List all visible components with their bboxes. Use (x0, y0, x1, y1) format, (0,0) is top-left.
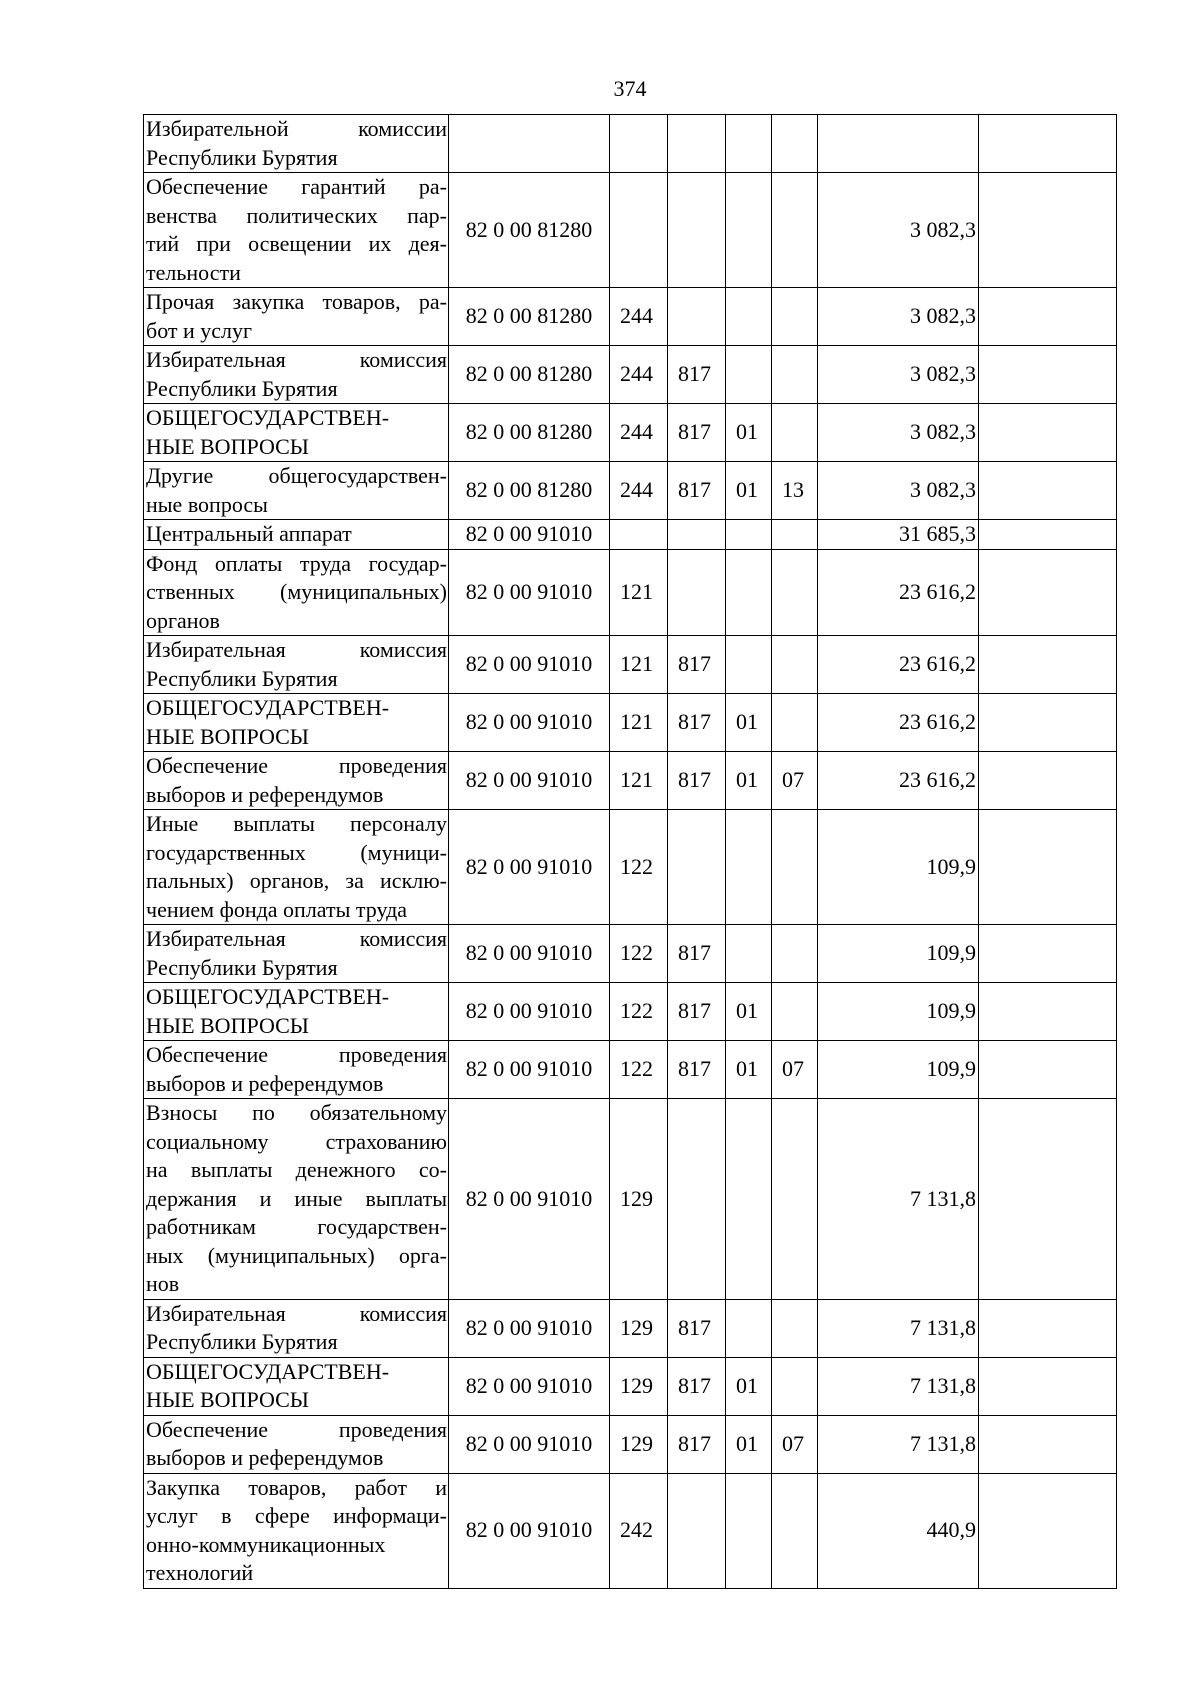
item-name-cell (144, 810, 449, 925)
item-name-cell (144, 694, 449, 752)
table-row (144, 1099, 1117, 1300)
amount-cell (818, 115, 979, 173)
item-name-line: НЫЕ ВОПРОСЫ (146, 723, 309, 749)
amount-cell: 31 685,3 (818, 520, 979, 550)
target-article-cell: 82 0 00 91010 (449, 549, 610, 636)
department-cell: 817 (668, 925, 726, 983)
target-article-cell: 82 0 00 91010 (449, 1299, 610, 1357)
amount-cell: 23 616,2 (818, 694, 979, 752)
item-name-line: нов (146, 1271, 180, 1296)
target-article-cell: 82 0 00 81280 (449, 173, 610, 288)
page-number: 374 (613, 76, 647, 101)
item-name-line: ОБЩЕГОСУДАРСТВЕН- (146, 695, 390, 720)
item-name-cell (144, 925, 449, 983)
extra-cell (979, 1099, 1117, 1300)
item-name-line: Обеспечение проведения (146, 1416, 447, 1442)
extra-cell (979, 752, 1117, 810)
item-name-line: Избирательная комиссия (146, 1300, 447, 1326)
target-article-cell: 82 0 00 91010 (449, 636, 610, 694)
target-article-cell: 82 0 00 91010 (449, 1415, 610, 1473)
extra-cell (979, 1357, 1117, 1415)
table-row (144, 1299, 1117, 1357)
expense-type-cell (610, 115, 668, 173)
department-cell: 817 (668, 1041, 726, 1099)
subsection-cell: 13 (772, 462, 818, 520)
item-name-line: органов (146, 607, 220, 633)
extra-cell (979, 810, 1117, 925)
subsection-cell (772, 810, 818, 925)
table-row (144, 520, 1117, 550)
item-name-cell (144, 115, 449, 173)
section-cell (726, 173, 772, 288)
amount-cell: 440,9 (818, 1473, 979, 1588)
item-name-line: онно-коммуникационных (146, 1531, 386, 1557)
table-row (144, 1473, 1117, 1588)
section-cell (726, 925, 772, 983)
item-name-line: Республики Бурятия (146, 144, 338, 170)
target-article-cell: 82 0 00 91010 (449, 694, 610, 752)
item-name-cell (144, 752, 449, 810)
item-name-cell (144, 1415, 449, 1473)
section-cell: 01 (726, 983, 772, 1041)
section-cell: 01 (726, 404, 772, 462)
item-name-line: пальных) органов, за исклю- (146, 868, 447, 893)
extra-cell (979, 549, 1117, 636)
table-row (144, 288, 1117, 346)
table-row (144, 752, 1117, 810)
amount-cell: 3 082,3 (818, 288, 979, 346)
item-name-line: социальному страхованию (146, 1128, 447, 1154)
item-name-cell (144, 404, 449, 462)
extra-cell (979, 404, 1117, 462)
item-name-line: Прочая закупка товаров, ра- (146, 289, 447, 314)
item-name-line: Другие общегосударствен- (146, 463, 447, 488)
section-cell (726, 520, 772, 550)
item-name-line: Республики Бурятия (146, 375, 338, 401)
item-name-line: Центральный аппарат (146, 521, 352, 546)
target-article-cell: 82 0 00 91010 (449, 752, 610, 810)
department-cell: 817 (668, 462, 726, 520)
extra-cell (979, 1415, 1117, 1473)
target-article-cell: 82 0 00 81280 (449, 288, 610, 346)
item-name-line: технологий (146, 1560, 254, 1585)
section-cell (726, 346, 772, 404)
target-article-cell: 82 0 00 91010 (449, 1041, 610, 1099)
table-row (144, 346, 1117, 404)
item-name-line: Фонд оплаты труда государ- (146, 550, 447, 576)
subsection-cell (772, 346, 818, 404)
expense-type-cell: 121 (610, 549, 668, 636)
department-cell (668, 520, 726, 550)
item-name-line: Иные выплаты персоналу (146, 811, 447, 836)
subsection-cell (772, 636, 818, 694)
item-name-line: выборов и референдумов (146, 1445, 384, 1470)
item-name-cell (144, 1041, 449, 1099)
budget-table (143, 114, 1117, 1589)
section-cell: 01 (726, 752, 772, 810)
item-name-line: Избирательная комиссия (146, 926, 447, 951)
department-cell (668, 1099, 726, 1300)
expense-type-cell: 122 (610, 810, 668, 925)
expense-type-cell: 122 (610, 925, 668, 983)
amount-cell: 109,9 (818, 810, 979, 925)
section-cell: 01 (726, 1357, 772, 1415)
expense-type-cell: 244 (610, 404, 668, 462)
department-cell (668, 173, 726, 288)
item-name-line: НЫЕ ВОПРОСЫ (146, 1387, 309, 1412)
item-name-cell (144, 1099, 449, 1300)
section-cell (726, 810, 772, 925)
expense-type-cell: 129 (610, 1299, 668, 1357)
target-article-cell: 82 0 00 91010 (449, 1099, 610, 1300)
item-name-line: ные вопросы (146, 491, 268, 517)
item-name-cell (144, 983, 449, 1041)
department-cell (668, 810, 726, 925)
expense-type-cell: 244 (610, 462, 668, 520)
section-cell (726, 1299, 772, 1357)
item-name-line: Обеспечение гарантий ра- (146, 174, 447, 199)
item-name-line: НЫЕ ВОПРОСЫ (146, 1012, 309, 1038)
table-row (144, 549, 1117, 636)
expense-type-cell: 129 (610, 1415, 668, 1473)
item-name-line: ственных (муниципальных) (146, 579, 447, 604)
item-name-line: ОБЩЕГОСУДАРСТВЕН- (146, 1358, 390, 1384)
department-cell: 817 (668, 752, 726, 810)
item-name-line: Избирательная комиссия (146, 637, 447, 662)
item-name-line: ОБЩЕГОСУДАРСТВЕН- (146, 405, 390, 430)
expense-type-cell: 242 (610, 1473, 668, 1588)
item-name-cell (144, 346, 449, 404)
target-article-cell (449, 115, 610, 173)
section-cell (726, 288, 772, 346)
extra-cell (979, 288, 1117, 346)
item-name-cell (144, 1357, 449, 1415)
extra-cell (979, 1041, 1117, 1099)
extra-cell (979, 173, 1117, 288)
table-row (144, 404, 1117, 462)
item-name-cell (144, 1473, 449, 1588)
section-cell (726, 115, 772, 173)
item-name-cell (144, 549, 449, 636)
item-name-line: венства политических пар- (146, 202, 447, 228)
amount-cell: 3 082,3 (818, 462, 979, 520)
item-name-line: Республики Бурятия (146, 954, 338, 980)
amount-cell: 23 616,2 (818, 549, 979, 636)
subsection-cell (772, 983, 818, 1041)
expense-type-cell (610, 520, 668, 550)
extra-cell (979, 462, 1117, 520)
amount-cell: 109,9 (818, 1041, 979, 1099)
table-row (144, 115, 1117, 173)
subsection-cell (772, 549, 818, 636)
item-name-line: Республики Бурятия (146, 1329, 338, 1354)
expense-type-cell: 122 (610, 983, 668, 1041)
subsection-cell (772, 404, 818, 462)
expense-type-cell: 121 (610, 636, 668, 694)
subsection-cell (772, 115, 818, 173)
item-name-line: услуг в сфере информаци- (146, 1503, 447, 1528)
table-row (144, 636, 1117, 694)
extra-cell (979, 1473, 1117, 1588)
item-name-line: держания и иные выплаты (146, 1185, 447, 1211)
expense-type-cell: 129 (610, 1357, 668, 1415)
amount-cell: 3 082,3 (818, 173, 979, 288)
amount-cell: 23 616,2 (818, 752, 979, 810)
amount-cell: 7 131,8 (818, 1299, 979, 1357)
item-name-cell (144, 1299, 449, 1357)
item-name-cell (144, 288, 449, 346)
item-name-line: тельности (146, 259, 241, 285)
subsection-cell (772, 1099, 818, 1300)
table-row (144, 1357, 1117, 1415)
item-name-line: ных (муниципальных) орга- (146, 1242, 447, 1268)
target-article-cell: 82 0 00 91010 (449, 810, 610, 925)
subsection-cell (772, 694, 818, 752)
subsection-cell (772, 1357, 818, 1415)
section-cell (726, 1473, 772, 1588)
extra-cell (979, 520, 1117, 550)
section-cell: 01 (726, 1041, 772, 1099)
table-row (144, 1041, 1117, 1099)
item-name-line: Избирательная комиссия (146, 347, 447, 372)
item-name-line: чением фонда оплаты труда (146, 896, 408, 922)
item-name-cell (144, 173, 449, 288)
target-article-cell: 82 0 00 81280 (449, 404, 610, 462)
item-name-line: государственных (муници- (146, 839, 447, 865)
item-name-line: бот и услуг (146, 317, 253, 343)
expense-type-cell: 122 (610, 1041, 668, 1099)
table-row (144, 462, 1117, 520)
table-row (144, 694, 1117, 752)
department-cell: 817 (668, 404, 726, 462)
department-cell: 817 (668, 694, 726, 752)
amount-cell: 3 082,3 (818, 346, 979, 404)
table-row (144, 983, 1117, 1041)
extra-cell (979, 636, 1117, 694)
item-name-line: выборов и референдумов (146, 781, 384, 807)
table-row (144, 925, 1117, 983)
item-name-line: выборов и референдумов (146, 1070, 384, 1096)
extra-cell (979, 983, 1117, 1041)
section-cell: 01 (726, 694, 772, 752)
table-row (144, 173, 1117, 288)
target-article-cell: 82 0 00 91010 (449, 1357, 610, 1415)
target-article-cell: 82 0 00 91010 (449, 925, 610, 983)
section-cell (726, 1099, 772, 1300)
item-name-cell (144, 520, 449, 550)
department-cell: 817 (668, 346, 726, 404)
subsection-cell (772, 1299, 818, 1357)
subsection-cell (772, 520, 818, 550)
subsection-cell (772, 925, 818, 983)
item-name-line: НЫЕ ВОПРОСЫ (146, 433, 309, 459)
table-row (144, 1415, 1117, 1473)
amount-cell: 109,9 (818, 983, 979, 1041)
subsection-cell (772, 1473, 818, 1588)
department-cell (668, 549, 726, 636)
expense-type-cell: 244 (610, 288, 668, 346)
amount-cell: 7 131,8 (818, 1415, 979, 1473)
item-name-line: Взносы по обязательному (146, 1100, 447, 1125)
expense-type-cell (610, 173, 668, 288)
item-name-cell (144, 636, 449, 694)
subsection-cell (772, 288, 818, 346)
section-cell: 01 (726, 462, 772, 520)
item-name-line: Избирательной комиссии (146, 116, 447, 141)
extra-cell (979, 1299, 1117, 1357)
item-name-cell (144, 462, 449, 520)
department-cell: 817 (668, 1415, 726, 1473)
expense-type-cell: 121 (610, 752, 668, 810)
subsection-cell (772, 173, 818, 288)
department-cell (668, 1473, 726, 1588)
amount-cell: 23 616,2 (818, 636, 979, 694)
item-name-line: ОБЩЕГОСУДАРСТВЕН- (146, 984, 390, 1009)
extra-cell (979, 115, 1117, 173)
section-cell (726, 636, 772, 694)
target-article-cell: 82 0 00 91010 (449, 520, 610, 550)
department-cell (668, 288, 726, 346)
expense-type-cell: 244 (610, 346, 668, 404)
target-article-cell: 82 0 00 91010 (449, 1473, 610, 1588)
target-article-cell: 82 0 00 81280 (449, 462, 610, 520)
department-cell: 817 (668, 636, 726, 694)
item-name-line: Закупка товаров, работ и (146, 1474, 447, 1500)
department-cell (668, 115, 726, 173)
target-article-cell: 82 0 00 91010 (449, 983, 610, 1041)
section-cell (726, 549, 772, 636)
amount-cell: 7 131,8 (818, 1099, 979, 1300)
subsection-cell: 07 (772, 1415, 818, 1473)
extra-cell (979, 694, 1117, 752)
item-name-line: на выплаты денежного со- (146, 1157, 447, 1182)
table-row (144, 810, 1117, 925)
amount-cell: 3 082,3 (818, 404, 979, 462)
extra-cell (979, 346, 1117, 404)
expense-type-cell: 129 (610, 1099, 668, 1300)
subsection-cell: 07 (772, 752, 818, 810)
item-name-line: работникам государствен- (146, 1214, 447, 1239)
item-name-line: Обеспечение проведения (146, 753, 447, 778)
department-cell: 817 (668, 983, 726, 1041)
subsection-cell: 07 (772, 1041, 818, 1099)
budget-table-body (144, 115, 1117, 1589)
item-name-line: Республики Бурятия (146, 665, 338, 691)
amount-cell: 7 131,8 (818, 1357, 979, 1415)
amount-cell: 109,9 (818, 925, 979, 983)
section-cell: 01 (726, 1415, 772, 1473)
target-article-cell: 82 0 00 81280 (449, 346, 610, 404)
item-name-line: Обеспечение проведения (146, 1042, 447, 1067)
department-cell: 817 (668, 1299, 726, 1357)
department-cell: 817 (668, 1357, 726, 1415)
item-name-line: тий при освещении их дея- (146, 231, 447, 256)
expense-type-cell: 121 (610, 694, 668, 752)
extra-cell (979, 925, 1117, 983)
